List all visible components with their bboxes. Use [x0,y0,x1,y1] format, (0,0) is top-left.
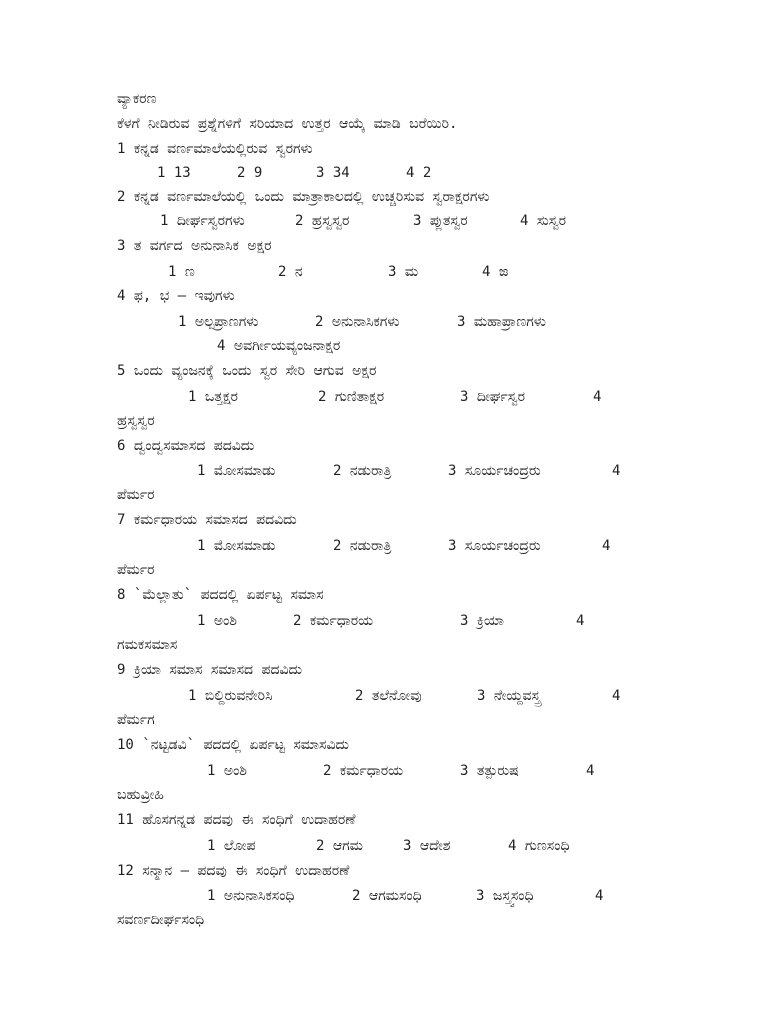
q7-option-4: 4 [602,538,611,554]
q5-option-4-text: ಹ್ರಸ್ವಸ್ವರ [117,413,155,429]
question-12: 12 ಸನ್ಮಾನ – ಪದವು ಈ ಸಂಧಿಗೆ ಉದಾಹರಣೆ [117,863,350,879]
q1-option-3: 3 34 [316,165,350,181]
q6-option-2: 2 ನಡುರಾತ್ರಿ [333,463,392,479]
question-10: 10 `ನಟ್ಟಡವಿ` ಪದದಲ್ಲಿ ಏರ್ಪಟ್ಟ ಸಮಾಸವಿದು [117,737,350,753]
q1-option-4: 4 2 [406,165,432,181]
q10-option-4-text: ಬಹುವ್ರೀಹಿ [117,787,164,803]
q4-option-4: 4 ಅವರ್ಗೀಯವ್ಯಂಜನಾಕ್ಷರ [217,338,341,354]
q8-option-4: 4 [576,613,585,629]
q10-option-4: 4 [586,763,595,779]
question-2: 2 ಕನ್ನಡ ವರ್ಣಮಾಲೆಯಲ್ಲಿ ಒಂದು ಮಾತ್ರಾಕಾಲದಲ್ಲಿ ಉಚ್ಚರಿಸುವ ಸ್ವರಾಕ್ಷರಗಳು [117,189,490,205]
q5-option-2: 2 ಗುಣಿತಾಕ್ಷರ [318,389,385,405]
question-11: 11 ಹೊಸಗನ್ನಡ ಪದವು ಈ ಸಂಧಿಗೆ ಉದಾಹರಣೆ [117,812,356,828]
q6-option-1: 1 ಮೋಸಮಾಡು [197,463,276,479]
q6-option-3: 3 ಸೂರ್ಯಚಂದ್ರರು [448,463,541,479]
q9-option-1: 1 ಬಿಲ್ದಿರುವನೇರಿಸಿ [188,688,273,704]
question-9: 9 ಕ್ರಿಯಾ ಸಮಾಸ ಸಮಾಸದ ಪದವಿದು [117,662,303,678]
q2-option-2: 2 ಹ್ರಸ್ವಸ್ವರ [295,213,350,229]
q6-option-4-text: ಪೆರ್ಮರ [117,487,155,503]
q8-option-3: 3 ಕ್ರಿಯಾ [460,613,504,629]
q7-option-1: 1 ಮೋಸಮಾಡು [197,538,276,554]
q11-option-4: 4 ಗುಣಸಂಧಿ [508,838,570,854]
q8-option-1: 1 ಅಂಶಿ [197,613,237,629]
q7-option-4-text: ಪೆರ್ಮರ [117,562,155,578]
instruction-text: ಕೆಳಗೆ ನೀಡಿರುವ ಪ್ರಶ್ನೆಗಳಿಗೆ ಸರಿಯಾದ ಉತ್ತರ ಆಯ್ಕೆ ಮಾಡಿ ಬರೆಯಿರಿ. [117,116,458,132]
q12-option-3: 3 ಜಸ್ತ್ವಸಂಧಿ [476,888,534,904]
q9-option-4: 4 [612,688,621,704]
q11-option-1: 1 ಲೋಪ [207,838,256,854]
q12-option-4: 4 [595,888,604,904]
q3-option-3: 3 ಮ [388,264,419,280]
q3-option-4: 4 ಙ [482,264,509,280]
q3-option-2: 2 ನ [278,264,303,280]
q10-option-2: 2 ಕರ್ಮಧಾರಯ [323,763,404,779]
q2-option-3: 3 ಪ್ಲುತಸ್ವರ [413,213,468,229]
q12-option-2: 2 ಆಗಮಸಂಧಿ [352,888,422,904]
q11-option-3: 3 ಆದೇಶ [403,838,451,854]
q3-option-1: 1 ಣ [168,264,195,280]
q9-option-2: 2 ತಲೆನೋವು [355,688,422,704]
q6-option-4: 4 [612,463,621,479]
q5-option-1: 1 ಒತ್ತಕ್ಷರ [188,389,238,405]
question-1: 1 ಕನ್ನಡ ವರ್ಣಮಾಲೆಯಲ್ಲಿರುವ ಸ್ವರಗಳು [117,141,313,157]
q11-option-2: 2 ಆಗಮ [316,838,363,854]
q4-option-3: 3 ಮಹಾಪ್ರಾಣಗಳು [457,314,546,330]
q4-option-2: 2 ಅನುನಾಸಿಕಗಳು [315,314,400,330]
q2-option-1: 1 ದೀರ್ಘಸ್ವರಗಳು [160,213,245,229]
q5-option-3: 3 ದೀರ್ಘಸ್ವರ [460,389,526,405]
question-4: 4 ಫ, ಭ – ಇವುಗಳು [117,288,235,304]
question-6: 6 ದ್ವಂದ್ವಸಮಾಸದ ಪದವಿದು [117,438,255,454]
q12-option-4-text: ಸವರ್ಣದೀರ್ಘಸಂಧಿ [117,912,205,928]
question-8: 8 `ಮೆಲ್ಲಾತು` ಪದದಲ್ಲಿ ಏರ್ಪಟ್ಟ ಸಮಾಸ [117,587,324,603]
q10-option-1: 1 ಅಂಶಿ [207,763,247,779]
question-7: 7 ಕರ್ಮಧಾರಯ ಸಮಾಸದ ಪದವಿದು [117,512,297,528]
q5-option-4: 4 [593,389,602,405]
q12-option-1: 1 ಅನುನಾಸಿಕಸಂಧಿ [207,888,295,904]
q1-option-2: 2 9 [237,165,263,181]
q8-option-4-text: ಗಮಕಸಮಾಸ [117,637,178,653]
q2-option-4: 4 ಸುಸ್ವರ [520,213,567,229]
question-5: 5 ಒಂದು ವ್ಯಂಜನಕ್ಕೆ ಒಂದು ಸ್ವರ ಸೇರಿ ಆಗುವ ಅಕ್ಷರ [117,363,377,379]
q9-option-4-text: ಪೆರ್ಮಗ [117,712,155,728]
q1-option-1: 1 13 [157,165,191,181]
q10-option-3: 3 ತತ್ಪುರುಷ [460,763,519,779]
q7-option-2: 2 ನಡುರಾತ್ರಿ [333,538,392,554]
q9-option-3: 3 ನೇಯ್ದವಸ್ತ್ರ [477,688,541,704]
q4-option-1: 1 ಅಲ್ಪಪ್ರಾಣಗಳು [178,314,259,330]
page-title: ವ್ಯಾಕರಣ [117,91,157,107]
question-3: 3 ತ ವರ್ಗದ ಅನುನಾಸಿಕ ಅಕ್ಷರ [117,238,272,254]
q7-option-3: 3 ಸೂರ್ಯಚಂದ್ರರು [448,538,541,554]
q8-option-2: 2 ಕರ್ಮಧಾರಯ [293,613,374,629]
